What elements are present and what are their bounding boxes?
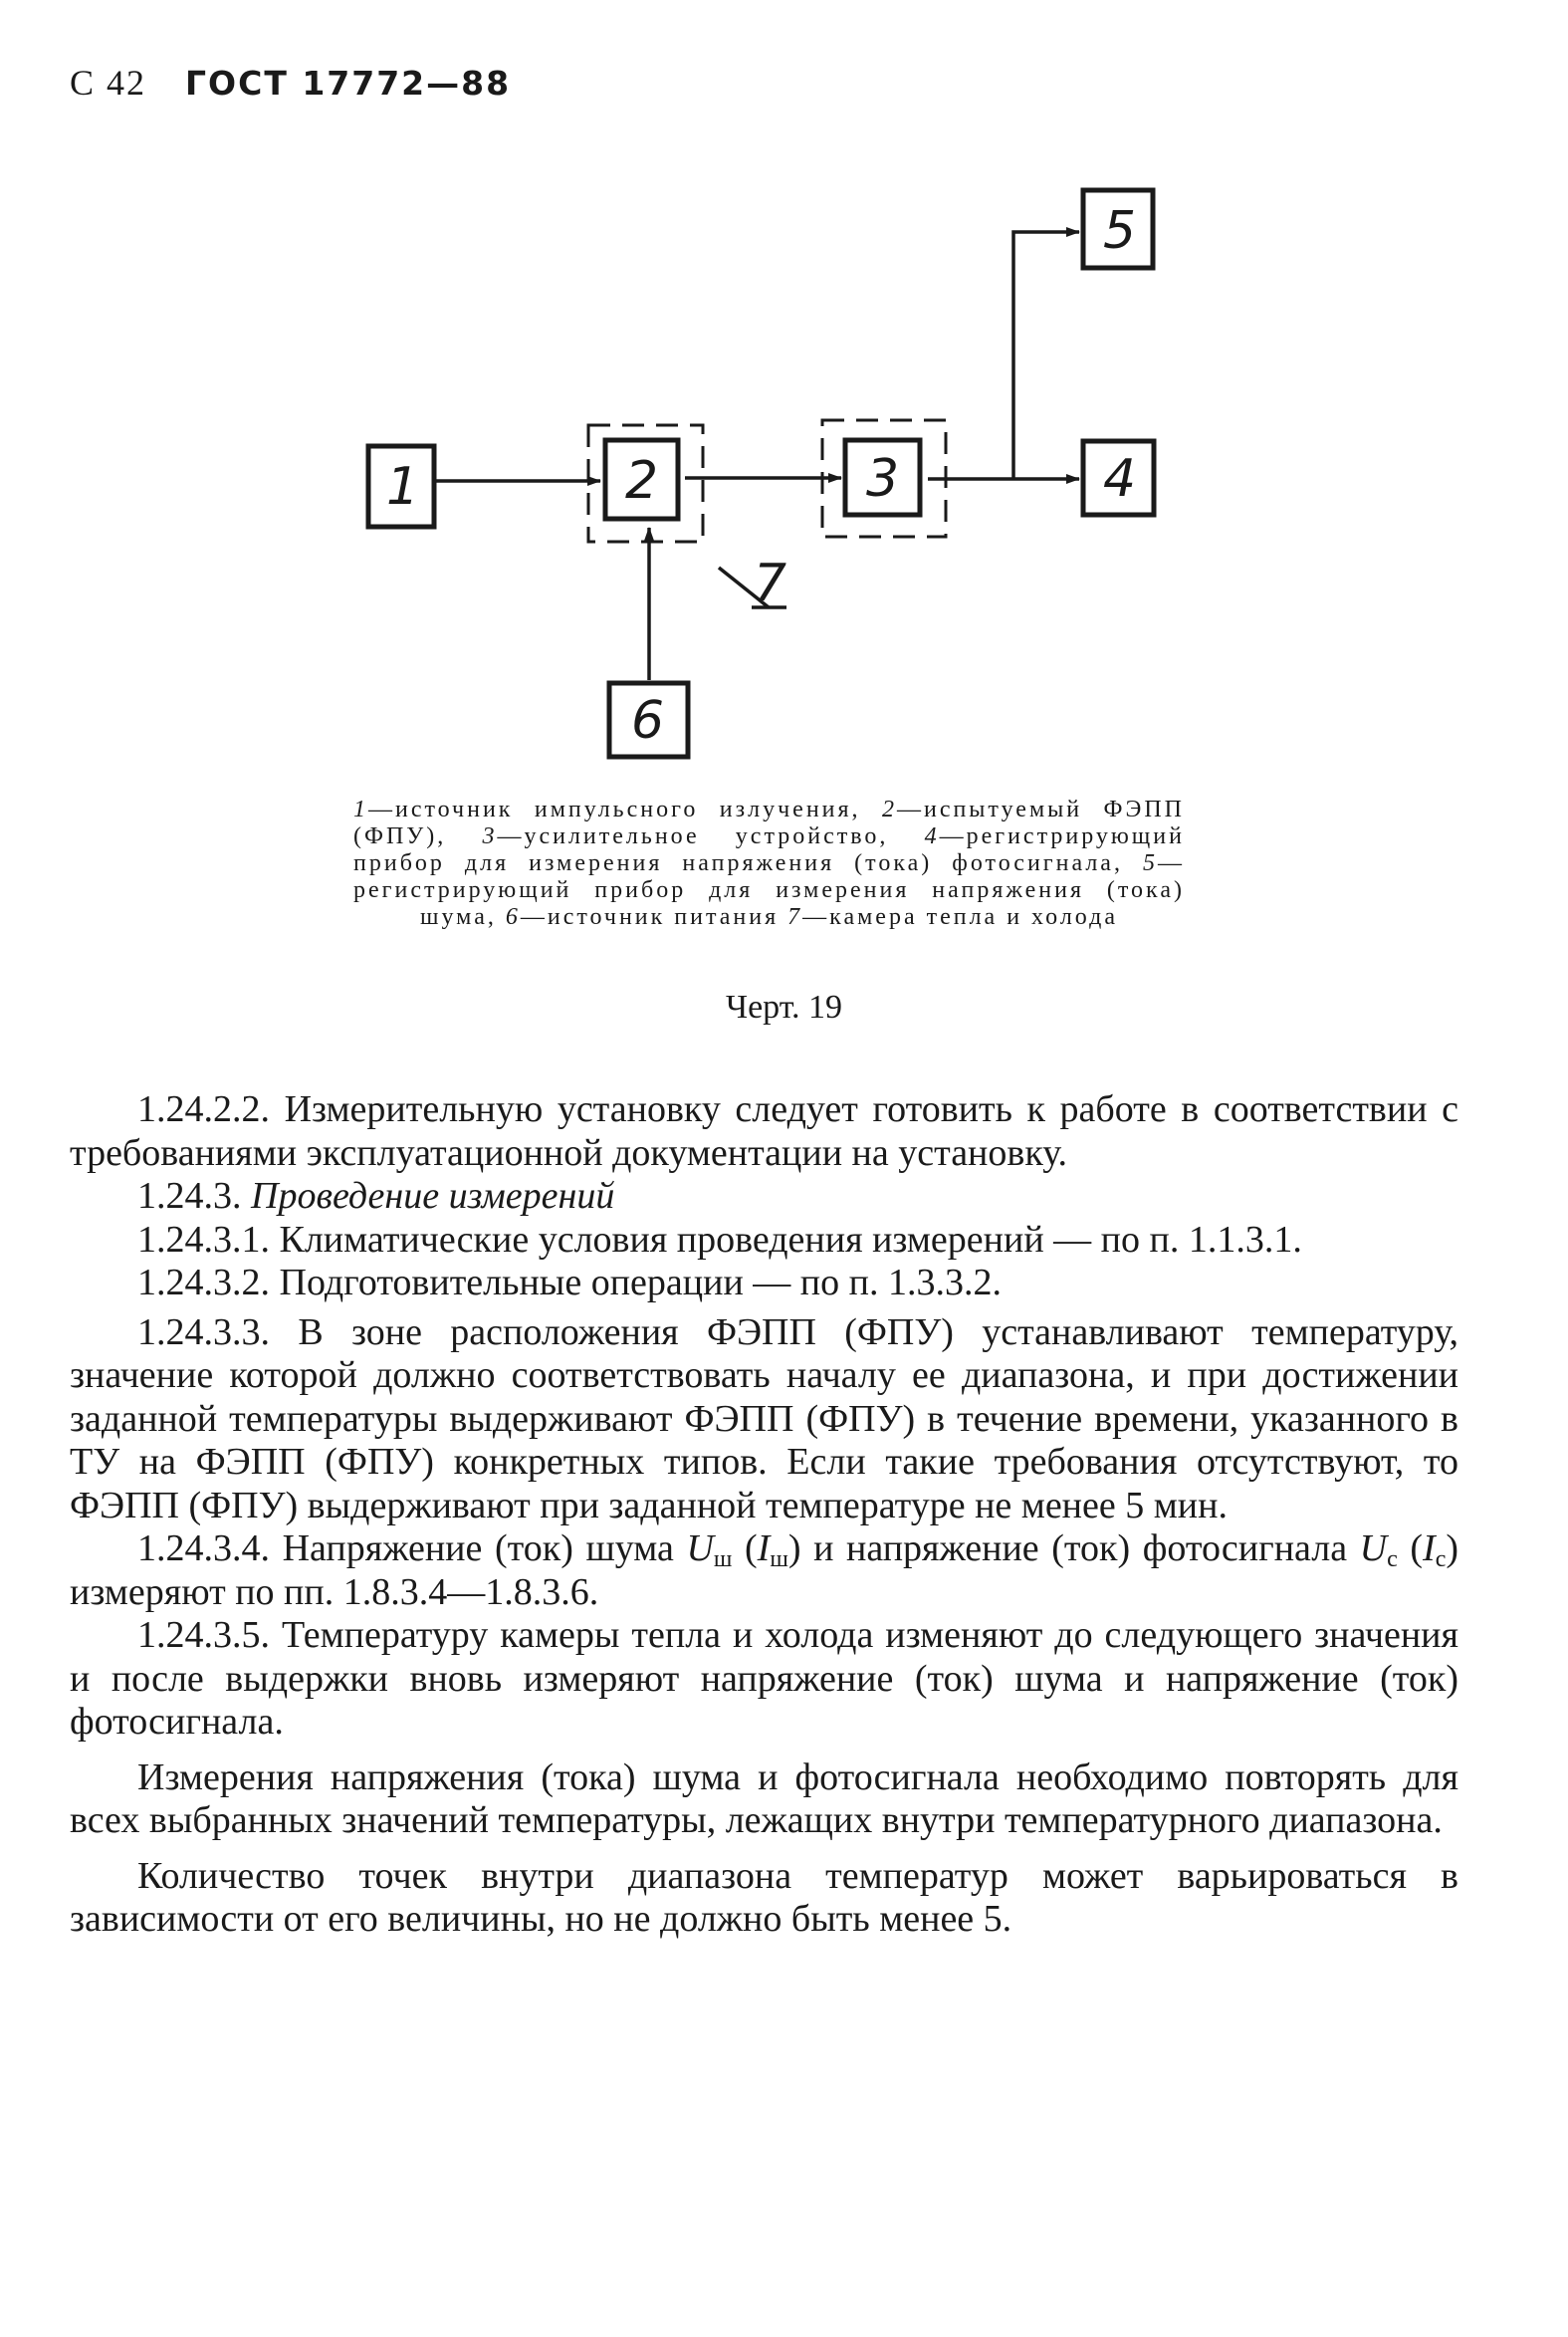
caption-item-6: —источник питания	[520, 904, 788, 930]
paragraph-1-24-2-2: 1.24.2.2. Измерительную установку следует готовить к работе в соответствии с требованиями эксплуатационной документации на установку.	[70, 1088, 1458, 1174]
caption-num-3: 3	[482, 823, 498, 849]
paragraph-1-24-3-2: 1.24.3.2. Подготовительные операции — по п. 1.3.3.2.	[137, 1262, 1002, 1303]
block-4	[1083, 441, 1154, 515]
paragraph-1-24-3-3: 1.24.3.3. В зоне расположения ФЭПП (ФПУ) устанавливают температуру, значение которой должно соответствовать началу ее диапазона, и при достижении заданной температуры выдерживают ФЭПП (ФПУ) в течение времени, указанного в ТУ на ФЭПП (ФПУ) конкретных типов. Если такие требования отсутствуют, то ФЭПП (ФПУ) выдерживают при заданной температуре не менее 5 мин.	[70, 1310, 1458, 1526]
caption-item-1: —источник импульсного излучения,	[368, 797, 882, 822]
caption-num-6: 6	[505, 904, 521, 930]
signal-voltage-symbol: U	[1359, 1527, 1388, 1569]
block-1-number: 1	[386, 457, 420, 517]
wire-3-to-5	[1013, 232, 1079, 479]
figure-label: Черт. 19	[725, 989, 843, 1026]
caption-num-4: 4	[924, 823, 940, 849]
paragraph-1-24-3-5: 1.24.3.5. Температуру камеры тепла и холода изменяют до следующего значения и после выдержки вновь измеряют напряжение (ток) шума и напряжение (ток) фотосигнала.	[70, 1614, 1458, 1743]
section-heading-1-24-3	[70, 1175, 1458, 1219]
p6-text-a: 1.24.3.4. Напряжение (ток) шума	[137, 1527, 687, 1569]
noise-current-symbol: I	[757, 1527, 771, 1569]
block-diagram	[0, 0, 1568, 777]
block-2-number: 2	[625, 451, 659, 511]
caption-num-1: 1	[353, 797, 368, 822]
standard-number: ГОСТ 17772—88	[185, 64, 512, 103]
paragraph-1-24-3-4: 1.24.3.4. Напряжение (ток) шума $U_ш$ $(I_ш)$ и напряжение (ток) фотосигнала $U_с$ $(I_с)$ измеряют по пп. 1.8.3.4—1.8.3.6.	[70, 1527, 1459, 1613]
block-6-number: 6	[631, 691, 665, 751]
signal-subscript-u: с	[1387, 1546, 1398, 1572]
paragraph-measurements: Измерения напряжения (тока) шума и фотосигнала необходимо повторять для всех выбранных значений температуры, лежащих внутри температурного диапазона.	[70, 1755, 1458, 1841]
chamber-7-label: 7	[754, 554, 787, 613]
body-text	[70, 1088, 1458, 1942]
block-5	[1083, 190, 1153, 268]
caption-num-5: 5	[1143, 850, 1158, 876]
p6-text-c: ) и напряжение (ток) фотосигнала	[787, 1527, 1360, 1569]
block-4-number: 4	[1103, 449, 1137, 509]
signal-current-symbol: I	[1423, 1527, 1436, 1569]
caption-item-2: —испытуемый ФЭПП (ФПУ),	[353, 797, 1185, 849]
page-number: С 42	[70, 63, 147, 103]
caption-item-5: — регистрирующий прибор для измерения напряжения (тока) шума,	[353, 850, 1185, 930]
caption-item-3: —усилительное устройство,	[497, 823, 925, 849]
block-5-number: 5	[1103, 201, 1137, 261]
section-title: Проведение измерений	[251, 1175, 615, 1217]
paragraph-point-count: Количество точек внутри диапазона температур может варьироваться в зависимости от его величины, но не должно быть менее 5.	[70, 1854, 1458, 1940]
figure-caption	[353, 797, 1185, 931]
p6-text-d: измеряют по пп. 1.8.3.4—1.8.3.6.	[70, 1570, 599, 1613]
signal-subscript-i: с	[1435, 1546, 1447, 1572]
p6-text-b: (	[732, 1527, 758, 1569]
noise-subscript-i: ш	[770, 1546, 788, 1572]
block-3	[845, 440, 920, 515]
block-3-number: 3	[866, 449, 900, 509]
block-2	[605, 440, 678, 519]
noise-voltage-symbol: U	[686, 1527, 714, 1569]
paragraph-1-24-3-1: 1.24.3.1. Климатические условия проведения измерений — по п. 1.1.3.1.	[137, 1218, 1302, 1261]
caption-num-7: 7	[787, 904, 803, 930]
noise-subscript-u: ш	[713, 1546, 733, 1572]
block-1	[368, 446, 434, 527]
p6-text-b2: (	[1397, 1527, 1424, 1569]
block-6	[609, 683, 688, 757]
caption-item-7: —камера тепла и холода	[802, 904, 1118, 930]
caption-item-4: —регистрирующий прибор для измерения напряжения (тока) фотосигнала,	[353, 823, 1185, 876]
section-number: 1.24.3.	[137, 1175, 251, 1217]
caption-num-2: 2	[881, 797, 897, 822]
